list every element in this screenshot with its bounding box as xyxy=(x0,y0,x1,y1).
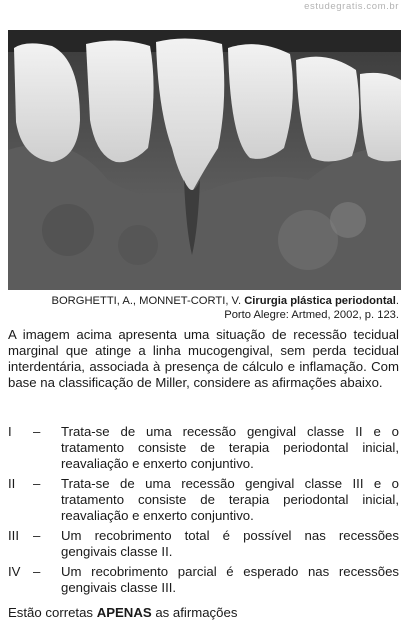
statement-numeral: IV xyxy=(8,564,21,579)
closing-emphasis: APENAS xyxy=(96,605,152,620)
dental-photo xyxy=(8,30,401,290)
statement-item xyxy=(8,476,399,524)
statement-dash: – xyxy=(33,424,41,439)
statement-numeral: I xyxy=(8,424,12,439)
statement-numeral: III xyxy=(8,528,19,543)
statement-numeral: II xyxy=(8,476,16,491)
statement-dash: – xyxy=(33,564,41,579)
closing-suffix: as afirmações xyxy=(151,605,238,620)
statement-text: Trata-se de uma recessão gengival classe III e o tratamento consiste de terapia periodontal inicial, reavaliação e enxerto conjuntivo. xyxy=(61,476,399,523)
statement-text: Trata-se de uma recessão gengival classe II e o tratamento consiste de terapia periodontal inicial, reavaliação e enxerto conjuntivo. xyxy=(61,424,399,471)
statement-item xyxy=(8,528,399,560)
question-intro: A imagem acima apresenta uma situação de recessão tecidual marginal que atinge a linha mucogengival, sem perda tecidual interdentária, associada à presença de cálculo e inflamação. Com base na classificação de Miller, considere as afirmações abaixo. xyxy=(8,327,399,390)
citation xyxy=(39,294,399,322)
statement-item xyxy=(8,564,399,596)
watermark: estudegratis.com.br xyxy=(304,1,399,12)
closing-prompt xyxy=(8,605,399,621)
statement-dash: – xyxy=(33,476,41,491)
statement-item xyxy=(8,424,399,472)
statement-list xyxy=(8,424,399,600)
statement-text: Um recobrimento parcial é esperado nas recessões gengivais classe III. xyxy=(61,564,399,595)
citation-title: Cirurgia plástica periodontal xyxy=(244,295,396,307)
statement-dash: – xyxy=(33,528,41,543)
citation-authors: BORGHETTI, A., MONNET-CORTI, V. xyxy=(51,295,245,307)
closing-prefix: Estão corretas xyxy=(8,605,97,620)
statement-text: Um recobrimento total é possível nas recessões gengivais classe II. xyxy=(61,528,399,559)
citation-rest: . Porto Alegre: Artmed, 2002, p. 123. xyxy=(224,295,399,321)
